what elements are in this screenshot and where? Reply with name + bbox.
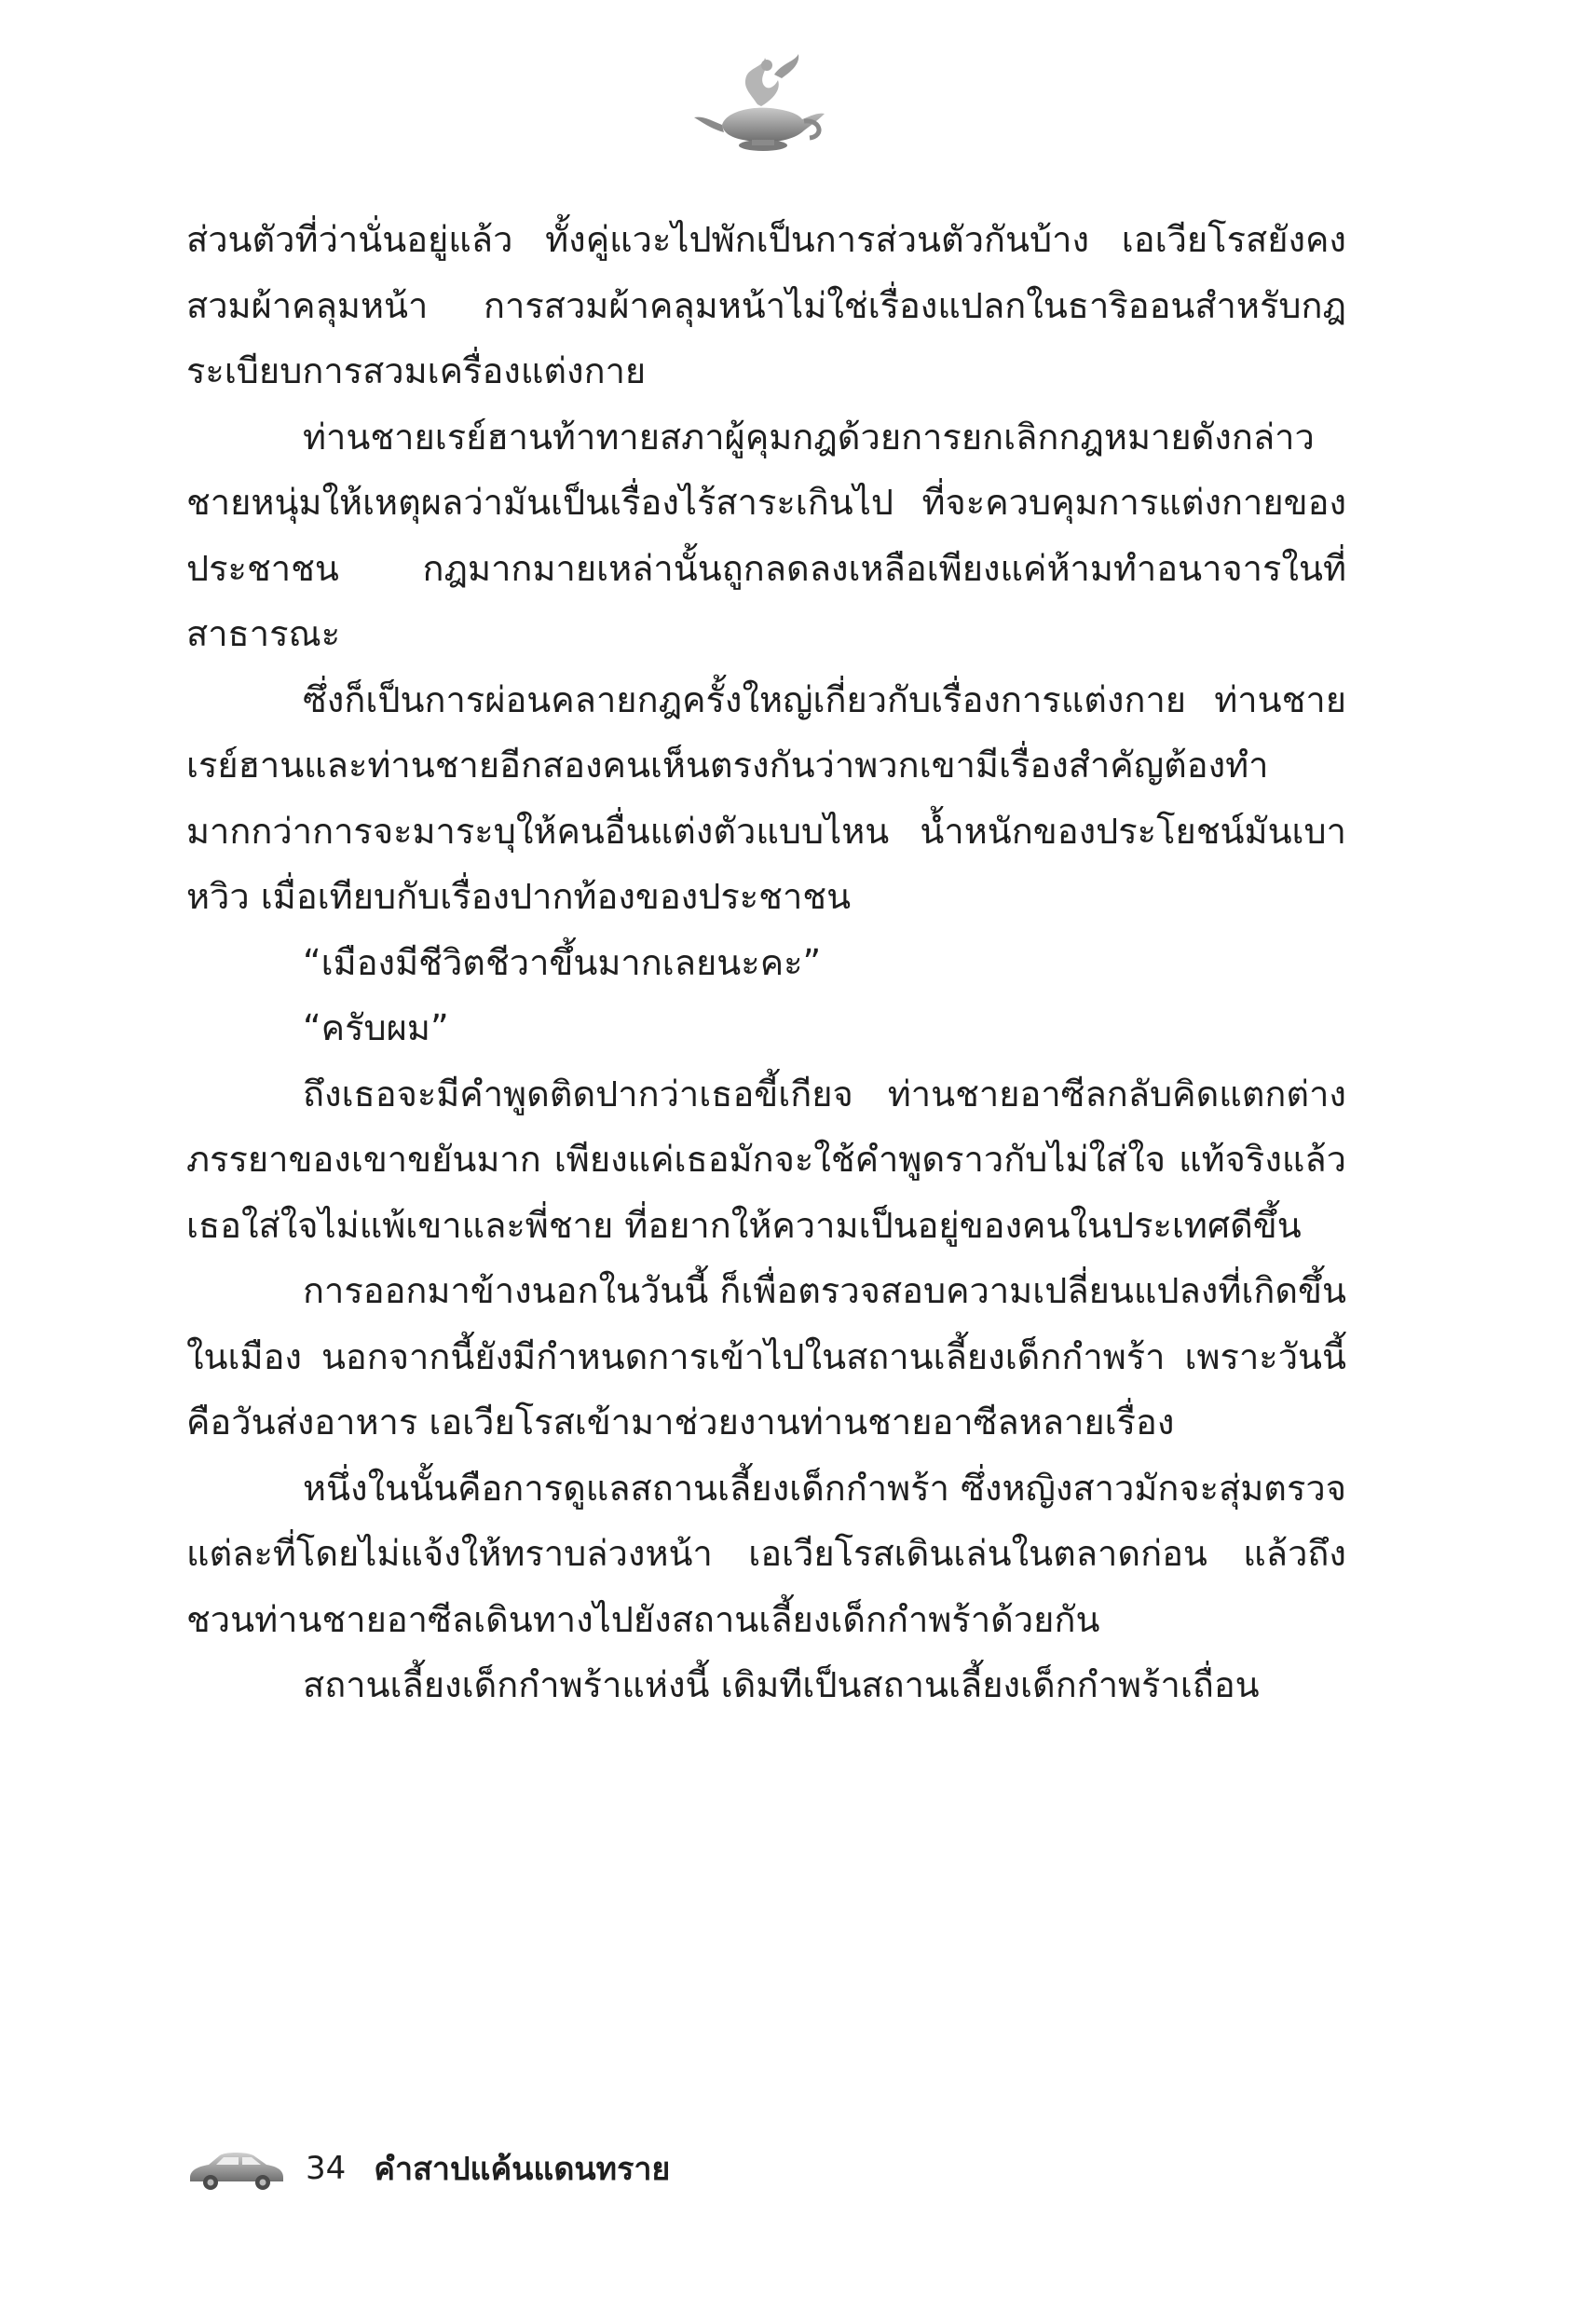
paragraph: ท่านชายเรย์ฮานท้าทายสภาผู้คุมกฎด้วยการยกเลิกกฎหมายดังกล่าว ชายหนุ่มให้เหตุผลว่ามันเป็นเรื่องไร้สาระเกินไป ที่จะควบคุมการแต่งกายของประชาชน กฎมากมายเหล่านั้นถูกลดลงเหลือเพียงแค่ห้ามทำอนาจารในที่สาธารณะ [186, 416, 1346, 654]
paragraph: ซึ่งก็เป็นการผ่อนคลายกฎครั้งใหญ่เกี่ยวกับเรื่องการแต่งกาย ท่านชายเรย์ฮานและท่านชายอีกสองคนเห็นตรงกันว่าพวกเขามีเรื่องสำคัญต้องทำมากกว่าการจะมาระบุให้คนอื่นแต่งตัวแบบไหน น้ำหนักของประโยชน์มันเบาหวิว เมื่อเทียบกับเรื่องปากท้องของประชาชน [186, 678, 1346, 917]
body-text [186, 207, 1346, 1718]
paragraph: สถานเลี้ยงเด็กกำพร้าแห่งนี้ เดิมทีเป็นสถานเลี้ยงเด็กกำพร้าเถื่อน [303, 1664, 1260, 1705]
paragraph: หนึ่งในนั้นคือการดูแลสถานเลี้ยงเด็กกำพร้า ซึ่งหญิงสาวมักจะสุ่มตรวจแต่ละที่โดยไม่แจ้งให้ทราบล่วงหน้า เอเวียโรสเดินเล่นในตลาดก่อน แล้วถึงชวนท่านชายอาซีลเดินทางไปยังสถานเลี้ยงเด็กกำพร้าด้วยกัน [186, 1467, 1346, 1640]
paragraph: ส่วนตัวที่ว่านั่นอยู่แล้ว ทั้งคู่แวะไปพักเป็นการส่วนตัวกันบ้าง เอเวียโรสยังคงสวมผ้าคลุมหน้า การสวมผ้าคลุมหน้าไม่ใช่เรื่องแปลกในธาริออนสำหรับกฎระเบียบการสวมเครื่องแต่งกาย [186, 219, 1346, 391]
paragraph: ถึงเธอจะมีคำพูดติดปากว่าเธอขี้เกียจ ท่านชายอาซีลกลับคิดแตกต่าง ภรรยาของเขาขยันมาก เพียงแค่เธอมักจะใช้คำพูดราวกับไม่ใส่ใจ แท้จริงแล้วเธอใส่ใจไม่แพ้เขาและพี่ชาย ที่อยากให้ความเป็นอยู่ของคนในประเทศดีขึ้น [186, 1073, 1346, 1246]
page-footer [184, 2136, 837, 2201]
paragraph: การออกมาข้างนอกในวันนี้ ก็เพื่อตรวจสอบความเปลี่ยนแปลงที่เกิดขึ้นในเมือง นอกจากนี้ยังมีกำหนดการเข้าไปในสถานเลี้ยงเด็กกำพร้า เพราะวันนี้คือวันส่งอาหาร เอเวียโรสเข้ามาช่วยงานท่านชายอาซีลหลายเรื่อง [186, 1270, 1346, 1443]
car-icon [184, 2142, 287, 2195]
dialogue-line: “ครับผม” [303, 1007, 449, 1048]
genie-lamp-icon [685, 47, 834, 158]
dialogue-line: “เมืองมีชีวิตชีวาขึ้นมากเลยนะคะ” [303, 941, 822, 983]
page-number: 34 [306, 2150, 347, 2187]
book-title: คำสาปแค้นแดนทราย [374, 2151, 671, 2188]
